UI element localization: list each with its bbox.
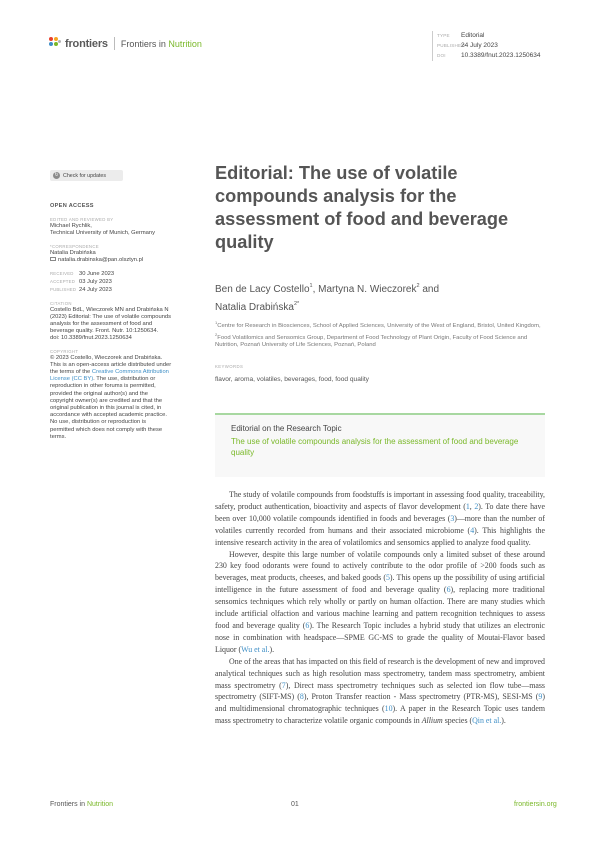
footer-site-link[interactable]: frontiersin.org [514,801,557,808]
dates-block [50,270,202,295]
open-access-label: OPEN ACCESS [50,203,94,209]
meta-published: PUBLISHED24 July 2023 [437,42,498,49]
logo-wordmark: frontiers [65,37,108,50]
copyright-line: No use, distribution or reproduction is [50,419,147,426]
research-topic-box [215,413,545,477]
copyright-line: original publication in this journal is cited, in [50,405,162,412]
reference-link[interactable]: Qin et al. [472,716,502,726]
author-name[interactable]: Ben de Lacy Costello [215,284,310,295]
citation-block [50,301,202,343]
article-body [215,489,545,727]
citation-line: analysis for the assessment of food and [50,321,153,328]
email-text: natalia.drabinska@pan.olsztyn.pl [58,256,144,263]
edited-by-block [50,217,202,237]
copyright-line: License (CC BY). The use, distribution or [50,376,156,383]
reference-link[interactable]: 8 [299,692,304,702]
reference-link[interactable]: 6 [305,620,310,630]
citation-line: doi: 10.3389/fnut.2023.1250634 [50,335,132,342]
copyright-line: This is an open-access article distributed under [50,361,172,368]
sidebar [50,203,202,447]
paragraph: However, despite this large number of volatile compounds only a limited subset of these around 230 key food odorants were found to actively contribute to the odor profile of >200 foods such as beverages, meat products, cheeses, and baked goods (5). This opens up the possibility of using artificial intelligence in the future assessment of food and beverage quality (6), replacing more traditional sensomics techniques which rely wholly or partly on human olfaction. There are many studies which include artificial olfaction and various machine learning and pattern recognition techniques to assess food and beverage quality (6). The Research Topic includes a hybrid study that utilizes an electronic nose in combination with headspace—SPME GC-MS to grade the quality of Moutai-Flavor based Liquor (Wu et al.). [215,549,545,654]
copyright-line: accordance with accepted academic practice. [50,412,167,419]
editor-name: Michael Rychlik, [50,223,92,230]
author-name[interactable]: Martyna N. Wieczorek [318,284,417,295]
correspondent-name: Natalia Drabińska [50,249,96,256]
correspondent-email[interactable] [50,257,202,264]
author-list: Ben de Lacy Costello$^1$, Martyna N. Wieczorek$^2$ and Natalia Drabińska$^{2*}$ [215,283,440,313]
date-received: RECEIVED 30 June 2023 [50,271,115,278]
refresh-icon: ↻ [54,172,59,178]
citation-label: CITATION [50,300,72,306]
keywords-label: KEYWORDS [215,364,244,369]
page-number: 01 [291,801,299,808]
date-accepted: ACCEPTED 03 July 2023 [50,279,112,286]
journal-prefix: Frontiers in [120,38,169,49]
copyright-line: © 2023 Costello, Wieczorek and Drabińska. [50,354,163,361]
footer-journal[interactable]: Frontiers in Nutrition [50,801,114,808]
copyright-line: provided the original author(s) and the [50,390,148,397]
check-updates-label: Check for updates [63,172,106,179]
copyright-line: reproduction in other forums is permitted, [50,383,156,390]
reference-link[interactable]: 2 [474,501,479,511]
meta-type: TYPE Editorial [437,32,485,39]
reference-link[interactable]: 5 [385,573,390,583]
reference-link[interactable]: Wu et al. [241,644,270,654]
check-for-updates-button[interactable] [50,170,123,181]
correspondence-label: *CORRESPONDENCE [50,243,99,249]
copyright-line: terms. [50,433,67,440]
copyright-line: permitted which does not comply with these [50,426,163,433]
copyright-line: the terms of the Creative Commons Attribution [50,369,169,376]
copyright-block [50,349,202,441]
license-link[interactable]: License (CC BY) [50,376,94,383]
article-title: Editorial: The use of volatile compounds analysis for the assessment of food and beverage quality [215,163,509,252]
article-meta [432,31,541,61]
reference-link[interactable]: 1 [465,501,470,511]
reference-link[interactable]: 4 [470,525,475,535]
edited-by-label: EDITED AND REVIEWED BY [50,217,114,223]
citation-line: Costello BdL, Wieczorek MN and Drabińska N [50,306,169,313]
frontiers-logo-icon [49,37,62,50]
research-topic-link[interactable]: The use of volatile compounds analysis for the assessment of food and beverage quality [231,437,519,457]
license-link[interactable]: Creative Commons Attribution [91,369,169,376]
journal-title: Nutrition [168,38,202,49]
keywords: flavor, aroma, volatiles, beverages, food, food quality [215,376,369,383]
citation-line: (2023) Editorial: The use of volatile compounds [50,313,172,320]
copyright-line: copyright owner(s) are credited and that the [50,397,163,404]
reference-link[interactable]: 7 [281,680,286,690]
correspondence-block [50,244,202,264]
frontiers-logo[interactable] [49,37,202,50]
paragraph: One of the areas that has impacted on this field of research is the development of new and improved analytical techniques such as high resolution mass spectrometry, tandem mass spectrometry, ambient mass spectrometry (7), Direct mass spectrometry techniques such as selected ion flow tube—mass spectrometry (SIFT-MS) (8), Proton Transfer reaction - Mass spectrometry (PTR-MS), SESI-MS (9) and multidimensional chromatographic techniques (10). A paper in the Research Topic uses tandem mass spectrometry to characterize volatile organic compounds in Allium species (Qin et al.). [215,656,546,726]
author-name[interactable]: Natalia Drabińska [215,302,294,313]
logo-divider [114,37,115,50]
copyright-label: COPYRIGHT [50,348,79,354]
reference-link[interactable]: 9 [538,692,543,702]
date-published: PUBLISHED 24 July 2023 [50,287,112,294]
reference-link[interactable]: 6 [446,585,451,595]
journal-name[interactable] [121,39,202,49]
citation-line: beverage quality. Front. Nutr. 10:1250634. [50,328,159,335]
editor-affiliation: Technical University of Munich, Germany [50,230,156,237]
research-topic-heading: Editorial on the Research Topic [231,424,342,433]
affiliations: $^1$Centre for Research in Biosciences, School of Applied Sciences, University of the West of England, Bristol, United Kingdom, $^2$Food Volatilomics and Sensomics Group, Department of Food Technology of Plant Origin, Faculty of Food Science and Nutrition, Poznań University of Life Sciences, Poznań, Poland [215,320,541,349]
meta-doi: DOI 10.3389/fnut.2023.1250634 [437,52,541,59]
paragraph: The study of volatile compounds from foodstuffs is important in assessing food quality, traceability, safety, product authentication, bioactivity and aspects of flavor development (1, 2). To date there have been over 10,000 volatile compounds identified in foods and beverages (3)—more than the number of volatiles currently recorded from humans and their associated microbiome (4). This highlights the intensive research activity in the area of volatilomics and sensomics applied to analyze food quality. [215,490,545,547]
email-icon [50,257,56,261]
reference-link[interactable]: 10 [384,704,393,714]
reference-link[interactable]: 3 [450,513,455,523]
